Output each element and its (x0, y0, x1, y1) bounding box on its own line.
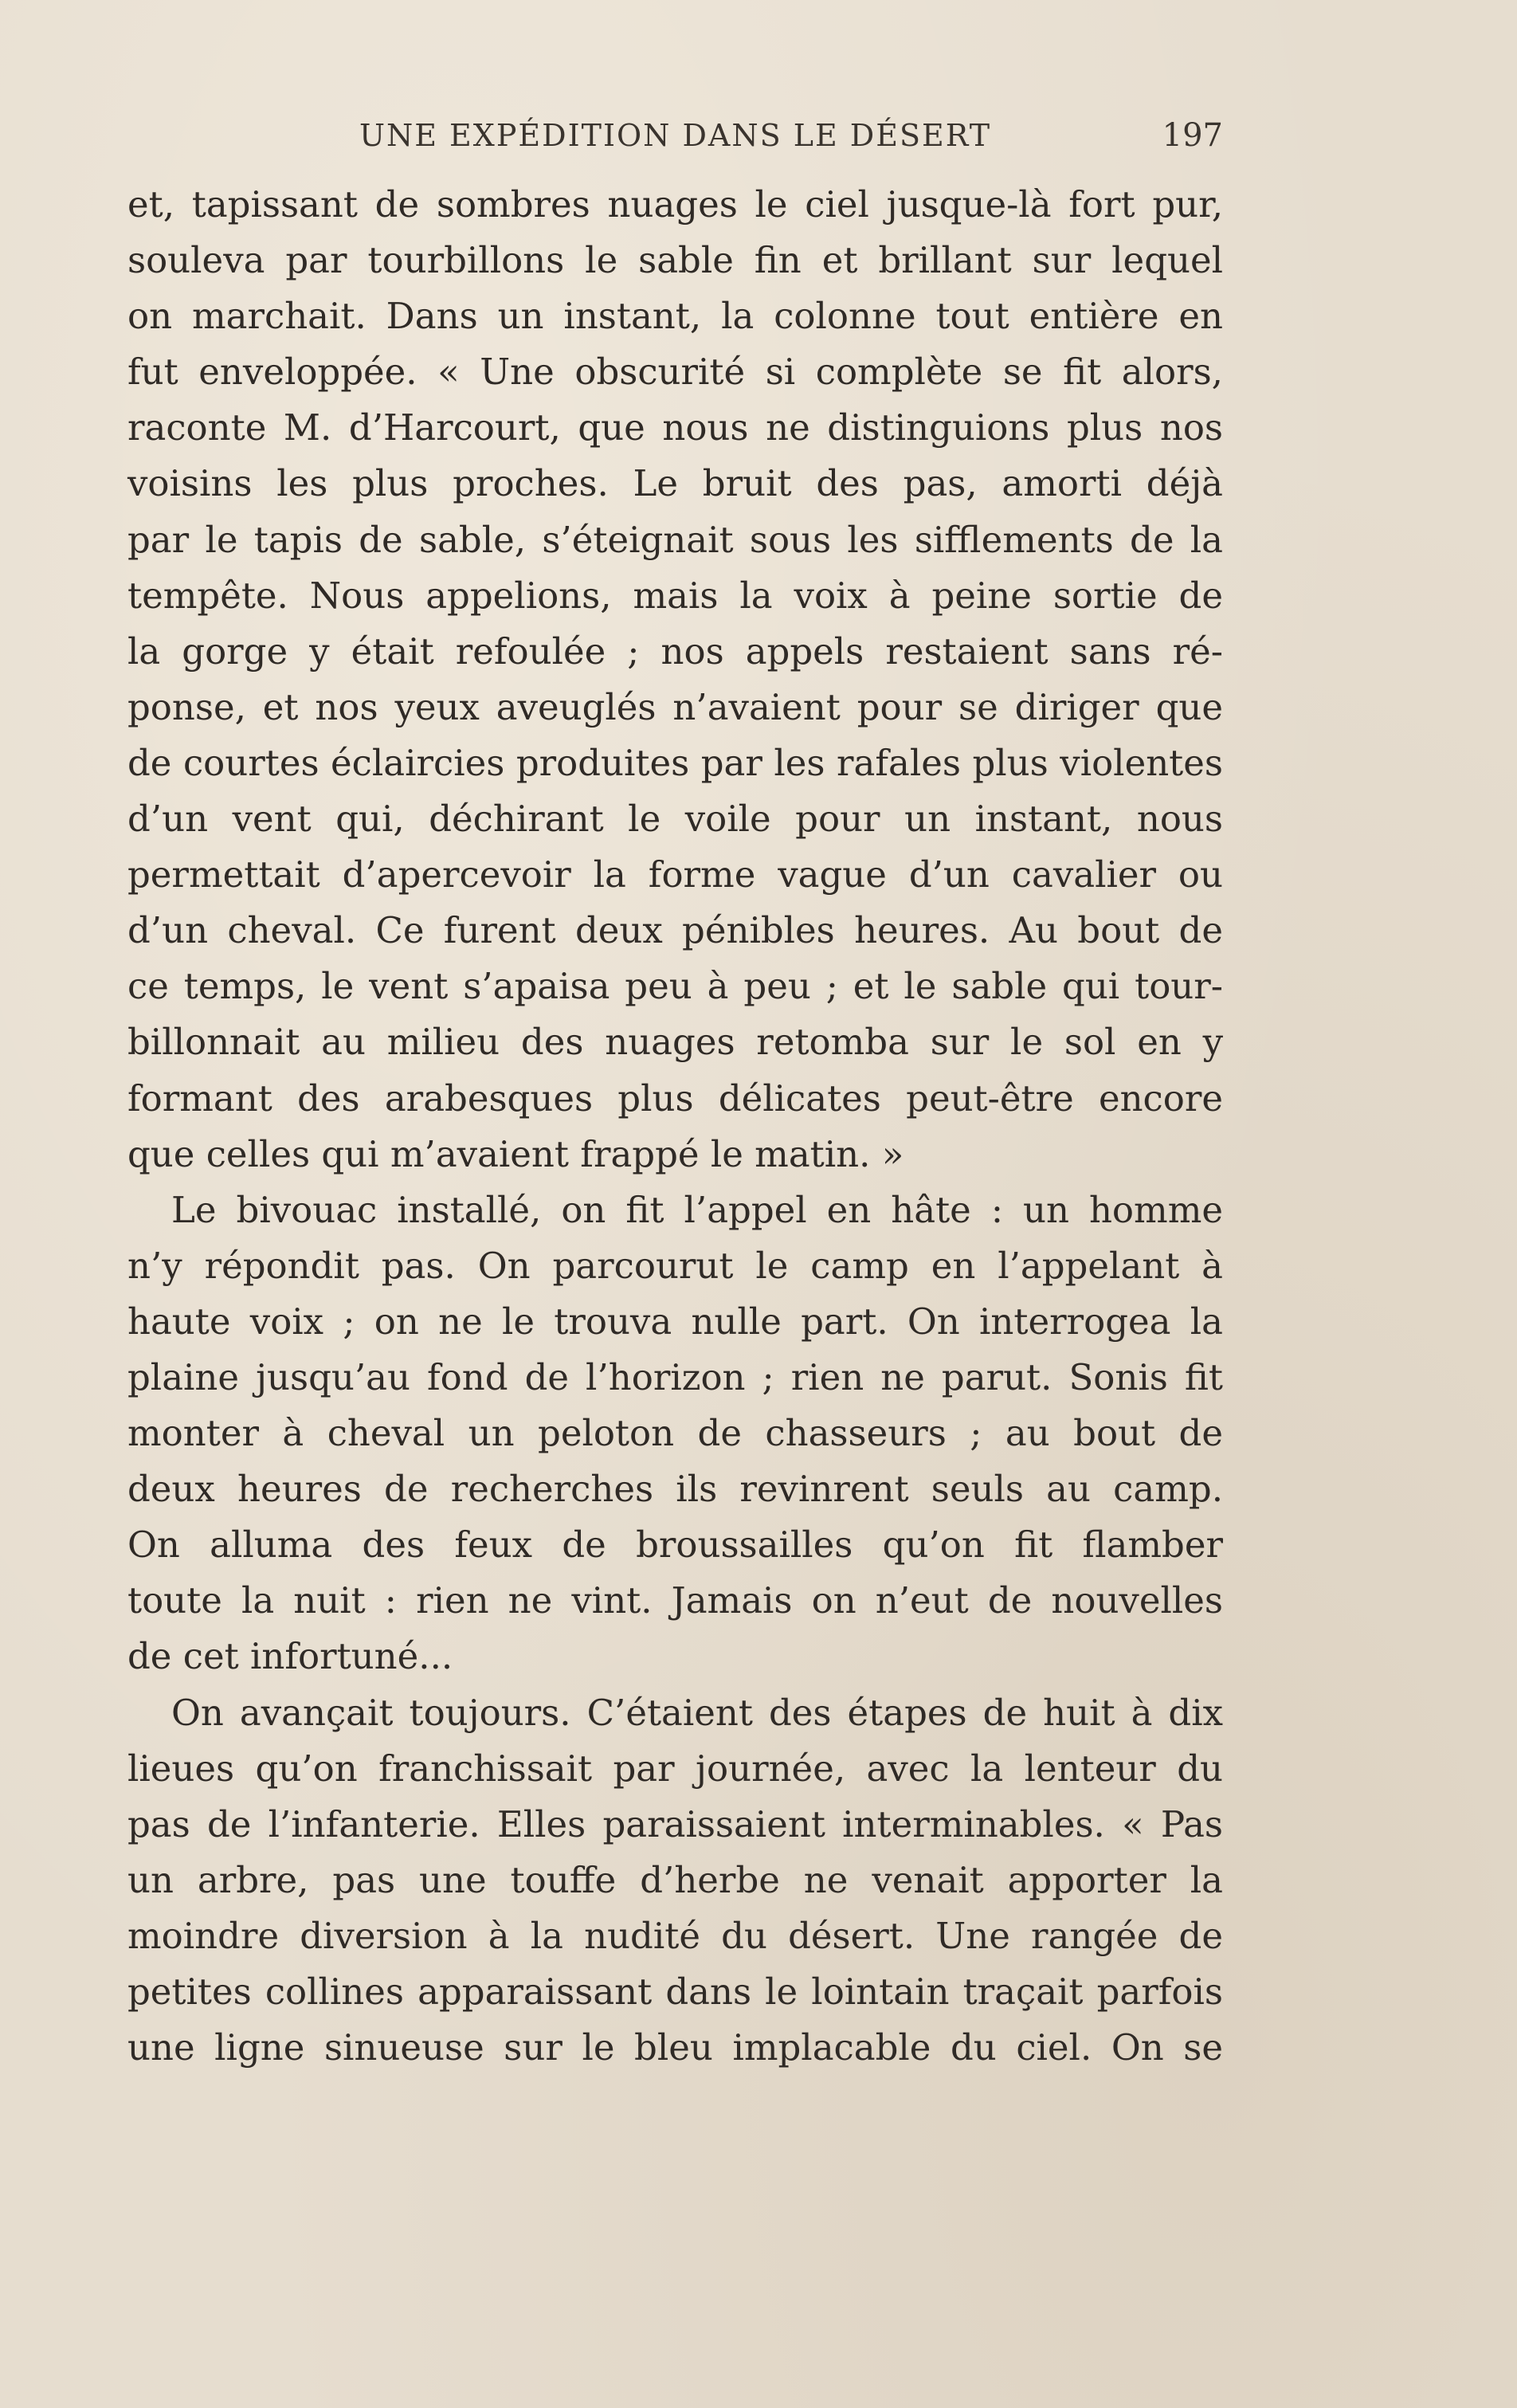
text-line: ce temps, le vent s’apaisa peu à peu ; et le sable qui tour- (127, 965, 1223, 1008)
text-line: raconte M. d’Harcourt, que nous ne distinguions plus nos (127, 406, 1223, 449)
text-line: n’y répondit pas. On parcourut le camp en l’appelant à (127, 1244, 1223, 1287)
text-line: monter à cheval un peloton de chasseurs ; au bout de (127, 1412, 1223, 1455)
text-line: plaine jusqu’au fond de l’horizon ; rien ne parut. Sonis fit (127, 1355, 1223, 1398)
text-line: pas de l’infanterie. Elles paraissaient interminables. « Pas (127, 1802, 1223, 1845)
text-line: d’un cheval. Ce furent deux pénibles heures. Au bout de (127, 909, 1223, 952)
text-line: on marchait. Dans un instant, la colonne tout entière en (127, 295, 1223, 338)
text-line: tempête. Nous appelions, mais la voix à peine sortie de (127, 574, 1223, 617)
text-line: de courtes éclaircies produites par les rafales plus violentes (127, 741, 1223, 784)
text-line: par le tapis de sable, s’éteignait sous les sifflements de la (127, 518, 1223, 561)
text-line: billonnait au milieu des nuages retomba sur le sol en y (127, 1021, 1223, 1064)
text-line: permettait d’apercevoir la forme vague d’un cavalier ou (127, 853, 1223, 896)
text-line: haute voix ; on ne le trouva nulle part. On interrogea la (127, 1300, 1223, 1343)
text-line: lieues qu’on franchissait par journée, avec la lenteur du (127, 1747, 1223, 1790)
text-line: la gorge y était refoulée ; nos appels restaient sans ré- (127, 629, 1223, 673)
text-line: une ligne sinueuse sur le bleu implacable du ciel. On se (127, 2026, 1223, 2069)
text-line: On alluma des feux de broussailles qu’on fit flamber (127, 1524, 1223, 1567)
text-line: et, tapissant de sombres nuages le ciel jusque-là fort pur, (127, 183, 1223, 226)
text-line: que celles qui m’avaient frappé le matin. » (127, 1132, 904, 1175)
text-line: deux heures de recherches ils revinrent seuls au camp. (127, 1468, 1223, 1511)
text-line: moindre diversion à la nudité du désert. Une rangée de (127, 1914, 1223, 1957)
body-text (127, 177, 1223, 2076)
page-header (127, 112, 1223, 159)
text-line: formant des arabesques plus délicates peut-être encore (127, 1077, 1223, 1120)
text-line: petites collines apparaissant dans le lointain traçait parfois (127, 1971, 1223, 2013)
text-line: souleva par tourbillons le sable fin et brillant sur lequel (127, 239, 1223, 282)
page-number: 197 (1162, 117, 1223, 154)
text-line: ponse, et nos yeux aveuglés n’avaient pour se diriger que (127, 685, 1223, 728)
text-line: un arbre, pas une touffe d’herbe ne venait apporter la (127, 1858, 1223, 1901)
text-line: d’un vent qui, déchirant le voile pour un instant, nous (127, 798, 1223, 841)
text-line: On avançait toujours. C’étaient des étapes de huit à dix (171, 1691, 1223, 1734)
text-line: fut enveloppée. « Une obscurité si complète se fit alors, (127, 351, 1223, 394)
text-line: toute la nuit : rien ne vint. Jamais on n’eut de nouvelles (127, 1579, 1223, 1622)
text-line: de cet infortuné... (127, 1635, 453, 1678)
text-line: voisins les plus proches. Le bruit des pas, amorti déjà (127, 462, 1223, 505)
text-line: Le bivouac installé, on fit l’appel en hâte : un homme (171, 1188, 1223, 1231)
running-title: UNE EXPÉDITION DANS LE DÉSERT (359, 118, 992, 153)
